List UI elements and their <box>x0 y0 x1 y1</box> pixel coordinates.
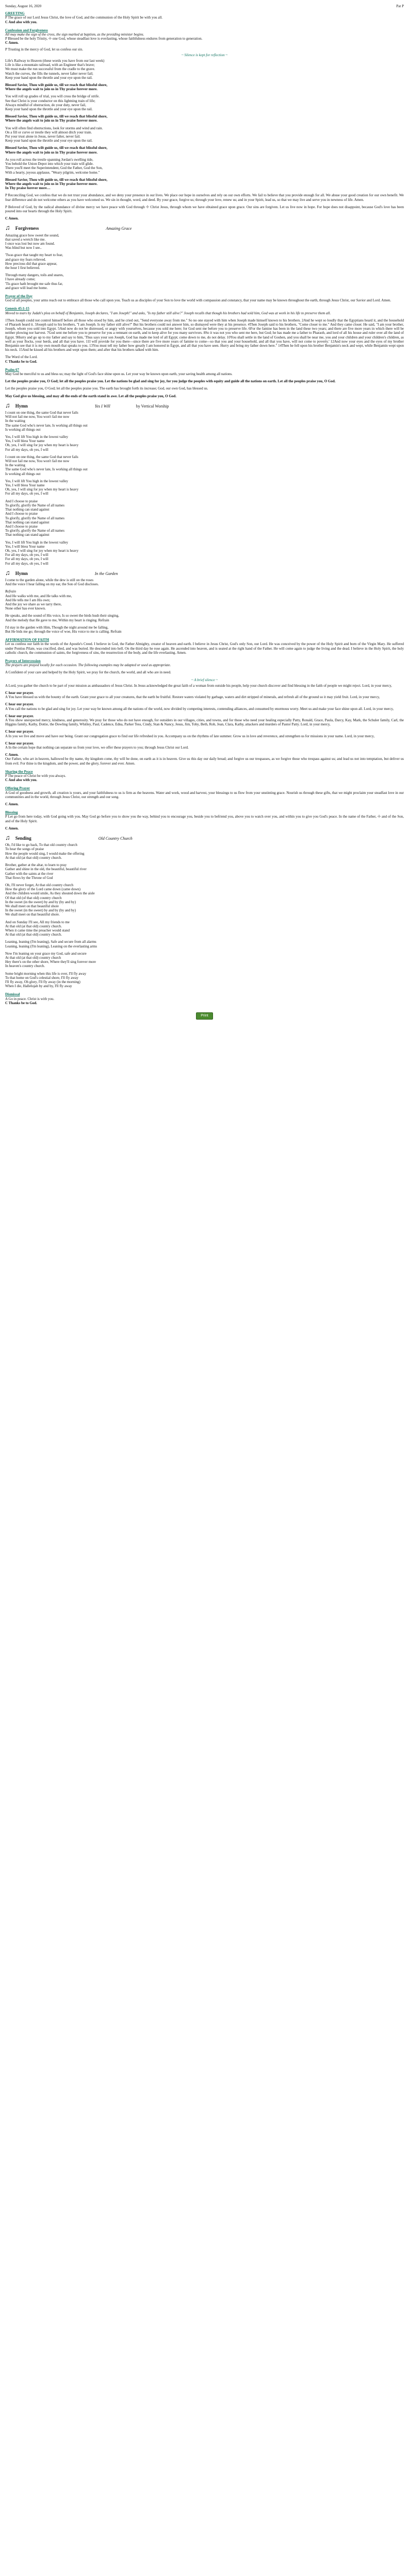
lyric-line: How the people would sing, I would make the offering <box>5 851 85 856</box>
stanza <box>5 253 404 270</box>
petition-response: C hear our prayer. <box>5 730 34 734</box>
music-note-icon: ♫ <box>5 568 10 577</box>
stanza <box>5 614 404 622</box>
confession-verse <box>5 126 404 143</box>
silence-note: ~ Silence is kept for reflection ~ <box>181 53 228 57</box>
lyric-line: For all my days, oh yes, I will <box>5 561 48 566</box>
verse-line: As you roll across the trestle spanning Jordan's swelling tide, <box>5 157 93 162</box>
blessing-text: P Let go from here today, with God going with you. May God go before you to show you the way, behind you to encourage you, beside you to befriend you, above you to watch over you, and within you to give you God's peace. In the name of the Father, ☩ and of the Son, and of the Holy Spirit. <box>5 815 404 823</box>
stanza <box>5 435 404 452</box>
lyric-line: Refrain <box>5 589 16 594</box>
psalm-verse: May God be merciful to us and bless us; may the light of God's face shine upon us. Let your way be known upon earth, your saving health among all nations. <box>5 372 233 377</box>
stanza <box>5 540 404 566</box>
lyric-line: Yes, I will bless Your name <box>5 439 45 444</box>
petition: A In you we live and move and have our being. Grant our congregation grace to find our life refreshed in you. Accompany us on the rhythms of late summer. Grow us in love and reverence, and strengthen us for missions in your name. Lord, in your mercy, <box>5 734 375 738</box>
verse-line: Keep your hand upon the throttle and your eye upon the rail. <box>5 75 93 80</box>
hymn-tune: Yes I Will <box>94 403 110 409</box>
stanza <box>5 273 404 290</box>
lyric-line: and grace my fears relieved. <box>5 257 46 262</box>
lyric-line: Yes, I will lift You high in the lowest valley <box>5 540 68 545</box>
dismissal-line: A Go in peace. Christ is with you. <box>5 996 55 1001</box>
stanza <box>5 940 404 948</box>
blessing-response: C Amen. <box>5 826 19 831</box>
offering-heading: Offering Prayer <box>5 786 30 791</box>
verse-line: There you'll meet the Superintendent, God the Father, God the Son, <box>5 166 103 171</box>
hymn-stanzas <box>5 578 404 634</box>
confession-verse <box>5 158 404 175</box>
psalm-verse: May God give us blessing, and may all the ends of the earth stand in awe. Let all the peoples praise you, O God. <box>5 394 176 398</box>
dismissal-response: C Thanks be to God. <box>5 1001 37 1005</box>
lyric-line: And the melody that He gave to me, Within my heart is ringing. Refrain <box>5 618 109 622</box>
blessing-section <box>5 810 404 831</box>
lyric-line: I come to the garden alone, while the dew is still on the roses <box>5 578 94 582</box>
lyric-line: In heaven's country church. <box>5 964 45 969</box>
dismissal-heading: Dismissal <box>5 992 20 997</box>
petition-response: C Amen. <box>5 753 19 757</box>
lyric-line: I have already come; <box>5 277 36 282</box>
stanza <box>5 411 404 432</box>
petition-response: C hear our prayer. <box>5 691 34 695</box>
lyric-line: 'Twas grace that taught my heart to fear, <box>5 253 63 258</box>
lyric-line: And I choose to praise <box>5 524 38 529</box>
page-header <box>5 4 404 8</box>
lyric-line: To glorify, glorify the Name of all names <box>5 529 64 533</box>
stanza <box>5 843 404 860</box>
leader-name: Pat P <box>396 4 404 8</box>
silence-note: ~ A brief silence ~ <box>191 677 218 682</box>
lyric-line: The same God who's never late, Is working all things out <box>5 467 88 472</box>
confession-verse <box>5 114 404 123</box>
lyric-line: And the children would smile, As they shouted down the aisle <box>5 891 95 896</box>
petition-response: C hear our prayer. <box>5 702 34 707</box>
lyric-line: At that old (at that old) country church. <box>5 924 62 928</box>
music-note-icon: ♫ <box>5 401 10 409</box>
stanza <box>5 233 404 250</box>
confession-heading: Confession and Forgiveness <box>5 28 48 32</box>
verse-line: With a hearty, joyous applause, "Weary pilgrim, welcome home." <box>5 170 100 175</box>
dismissal-section <box>5 992 404 1005</box>
petition-response: C hear our prayer. <box>5 714 34 718</box>
lyric-line: and grace will lead me home. <box>5 285 48 290</box>
stanza <box>5 883 404 917</box>
hymn-tune: Old Country Church <box>98 836 133 841</box>
lyric-line: Through many dangers, toils and snares, <box>5 273 64 278</box>
first-reading-section <box>5 307 404 363</box>
verse-line: Where the angels wait to join us in Thy praise forever more. <box>5 87 98 92</box>
lyric-line: And the joy we share as we tarry there, <box>5 602 62 606</box>
reading-end: The Word of the Lord. <box>5 355 38 360</box>
lyric-line: To that home on God's celestial shore, I'll fly away <box>5 975 78 980</box>
verse-line: Where the angels wait to join us in Thy praise forever more. <box>5 118 98 123</box>
verse-line: Blessed Savior, Thou wilt guide us, till we reach that blissful shore, <box>5 83 108 88</box>
hymn-title <box>5 226 404 231</box>
lyric-line: For all my days, oh yes, I will <box>5 557 48 562</box>
lyric-line: Of that old (of that old) country church <box>5 895 62 900</box>
verse-line: Blessed Savior, Thou wilt guide us, till we reach that blissful shore, <box>5 177 108 182</box>
verse-line: Where the angels wait to join us in Thy praise forever more. <box>5 181 98 186</box>
lyric-line: That nothing can stand against <box>5 520 50 524</box>
verse-line: Keep your hand upon the throttle and your eye upon the rail. <box>5 139 93 143</box>
verse-line: You will often find obstructions, look for storms and wind and rain. <box>5 126 103 130</box>
affirmation-heading: AFFIRMATION OF FAITH <box>5 638 50 642</box>
greeting-heading: GREETING <box>5 11 25 16</box>
lyric-line: Will not fail me now, You won't fail me now <box>5 415 70 419</box>
petition: A You have blessed us with the bounty of the earth. Grant your grace to all your creatures, that the earth be fruitful. Restore waters violated by garbage, waters and dirt stripped of minerals, and refresh all of the ground so it may yield fruit. Lord, in your mercy, <box>5 695 380 700</box>
verse-line: We must make the run successful from the cradle to the grave. <box>5 67 95 72</box>
print-button[interactable]: Print <box>196 1012 212 1020</box>
lyric-line: Yes, I will bless Your name <box>5 544 45 549</box>
lyric-line: Gather and shine in the old, the beautiful, beautiful river <box>5 867 87 872</box>
lyric-line: And I choose to praise <box>5 512 38 516</box>
verse-line: Keep your hand upon the throttle and your eye upon the rail. <box>5 107 93 112</box>
stanza <box>5 863 404 880</box>
petitions <box>5 684 404 757</box>
lyric-line: For all my days, oh yes, I will <box>5 492 48 496</box>
lyric-line: Brother, gather at the altar, to learn to pray <box>5 863 67 868</box>
service-date: Sunday, August 16, 2020 <box>5 4 42 8</box>
confession-line: P Trusting in the mercy of God, let us confess our sin. <box>5 47 83 52</box>
intercession-opening: A Confident of your care and helped by the Holy Spirit, we pray for the church, the world, and all who are in need. <box>5 670 171 675</box>
lyric-line: the hour I first believed. <box>5 265 40 270</box>
verse-line: Blessed Savior, Thou wilt guide us, till we reach that blissful shore, <box>5 146 108 150</box>
hymn-name: Sending <box>15 836 31 841</box>
intercession-intro: The prayers are prayed locally for each occasion. The following examples may be adapted or used as appropriate. <box>5 663 171 668</box>
lyric-line: In the sweet (in the sweet) by and by (by and by) <box>5 900 76 904</box>
peace-section <box>5 770 404 783</box>
lyric-line: Yes, I will lift You high in the lowest valley <box>5 479 68 483</box>
lyric-line: When I die, Hallelujah by and by, I'll fly away <box>5 984 72 989</box>
prayer-of-day-text: God of all peoples, your arms reach out to embrace all those who call upon you. Teach us as disciples of your Son to love the world with compassion and constancy, that your name may be known throughout the earth, through Jesus Christ, our Savior and Lord. Amen. <box>5 298 391 303</box>
confession-verse <box>5 59 404 80</box>
reading-text: 1Then Joseph could not control himself before all those who stood by him, and he cried out, "Send everyone away from me." So no one stayed with him when Joseph made himself known to his brothers. 2And he wept so loudly that the Egyptians heard it, and the household of Pharaoh heard it. 3Joseph said to his brothers, "I am Joseph. Is my father still alive?" But his brothers could not answer him, so dismayed were they at his presence. 4Then Joseph said to his brothers, "Come closer to me." And they came closer. He said, "I am your brother, Joseph, whom you sold into Egypt. 5And now do not be distressed, or angry with yourselves, because you sold me here; for God sent me before you to preserve life. 6For the famine has been in the land these two years; and there are five more years in which there will be neither plowing nor harvest. 7God sent me before you to preserve for you a remnant on earth, and to keep alive for you many survivors. 8So it was not you who sent me here, but God; he has made me a father to Pharaoh, and lord of all his house and ruler over all the land of Egypt. 9Hurry and go up to my father and say to him, 'Thus says your son Joseph, God has made me lord of all Egypt; come down to me, do not delay. 10You shall settle in the land of Goshen, and you shall be near me, you and your children and your children's children, as well as your flocks, your herds, and all that you have. 11I will provide for you there—since there are five more years of famine to come—so that you and your household, and all that you have, will not come to poverty.' 12And now your eyes and the eyes of my brother Benjamin see that it is my own mouth that speaks to you. 13You must tell my father how greatly I am honored in Egypt, and all that you have seen. Hurry and bring my father down here." 14Then he fell upon his brother Benjamin's neck and wept, while Benjamin wept upon his neck. 15And he kissed all his brothers and wept upon them; and after that his brothers talked with him. <box>5 318 404 352</box>
intercession-section <box>5 659 404 766</box>
hymn-tune: In the Garden <box>94 571 118 576</box>
lyric-line: To glorify, glorify the Name of all names <box>5 503 64 507</box>
lyric-line: Oh, I'll never forget, At that old country church <box>5 883 74 887</box>
petition: A Lord, you gather the church to be part of your mission as ambassadors of Jesus Christ. In Jesus acknowledged the great faith of a woman from outside his people, help your church discover and find blessing in the faith of people we might reject. Lord, in your mercy, <box>5 683 392 688</box>
lyric-line: I'll fly away, Oh glory, I'll fly away (in the morning) <box>5 979 80 984</box>
greeting-line: P The grace of our Lord Jesus Christ, the love of God, and the communion of the Holy Spirit be with you all. <box>5 15 163 20</box>
intercession-heading: Prayers of Intercession <box>5 658 41 663</box>
offering-section <box>5 786 404 806</box>
verse-line: Watch the curves, the fills the tunnels, never falter never fail; <box>5 71 93 76</box>
lyric-line: Oh, yes, I will sing for joy when my heart is heavy <box>5 487 79 492</box>
confession-response: C Amen. <box>5 41 19 45</box>
verse-line: Life's Railway to Heaven (these words you have from our last week) <box>5 59 105 63</box>
hymn-author: by Vertical Worship <box>136 403 169 409</box>
music-note-icon: ♫ <box>5 834 10 842</box>
lyric-line: For all my days, oh yes, I will <box>5 447 48 452</box>
lyric-line: 'Tis grace hath brought me safe thus far, <box>5 281 63 286</box>
lyric-line: I count on one thing, the same God that never fails <box>5 411 78 415</box>
lyric-line: Oh, yes, I will sing for joy when my heart is heavy <box>5 548 79 553</box>
affirmation-section <box>5 638 404 655</box>
lyric-line: And I choose to praise <box>5 499 38 503</box>
verse-line: Where the angels wait to join us in Thy praise forever more. <box>5 150 98 155</box>
stanza <box>5 479 404 496</box>
offering-response: C Amen. <box>5 802 19 807</box>
lyric-line: In the waiting <box>5 463 25 468</box>
lyric-line: Yes, I will bless Your name <box>5 483 45 488</box>
prayer-of-day-section <box>5 294 404 302</box>
lyric-line: At that old (at that old) country church <box>5 955 61 960</box>
lyric-line: That nothing can stand against <box>5 507 50 512</box>
offering-text: A God of goodness and growth, all creation is yours, and your faithfulness to us is firm as the heavens. Water and work, wood and harvest, your blessings to us flow from your unstinting grace. Nourish us through these gifts, that we might proclaim your steadfast love in our communities and in the world, through Jesus Christ, our strength and our song. <box>5 790 404 799</box>
petition: A You show unexpected mercy, kindness, and generosity. We pray for those who do not have enough, for outsiders in our villages, cities, and towns, and for those who need your healing especially Patty, Ronald, Grace, Paula, Darcy, Kay, Mark, the Schuler family, Carl, the Higgins family, Kathy, Dottie, the Dowling family, Whitley, Paul, Cadence, Edna, Parker Tess, Cindy, Stan & Nancy, Jesus, Jim, Toby, Beth, Rob, Jean, Clara, Kathy, attackers and murders of Pastor Patty. Lord, in your mercy, <box>5 718 404 727</box>
affirmation-text: Let us confess our faith in the words of the Apostle's Creed. I believe in God, the Father Almighty, creator of heaven and earth. I believe in Jesus Christ, God's only Son, our Lord. He was conceived by the power of the Holy Spirit and born of the Virgin Mary. He suffered under Pontius Pilate, was crucified, died, and was buried. He descended into hell. On the third day he rose again. He ascended into heaven, and is seated at the right hand of the Father. He will come again to judge the living and the dead. I believe in the Holy Spirit, the holy catholic church, the communion of saints, the forgiveness of sins, the resurrection of the body, and the life everlasting. Amen. <box>5 642 404 655</box>
lyric-line: Some bright morning when this life is over, I'll fly away <box>5 971 87 976</box>
lyric-line: None other has ever known. <box>5 606 46 611</box>
peace-line: P The peace of Christ be with you always. <box>5 774 67 778</box>
hymn-stanzas <box>5 233 404 290</box>
lyric-line: That nothing can stand against <box>5 533 50 537</box>
reading-intro: Moved to tears by Judah's plea on behalf of Benjamin, Joseph declares, "I am Joseph!" and asks, "Is my father still alive?" Joseph recalls that though his brothers had sold him, God was at work in his life to preserve them all. <box>5 311 331 315</box>
verse-line: You will roll up grades of trial, you will cross the bridge of strife. <box>5 94 100 99</box>
lyric-line: Oh, I'd like to go back, To that old country church <box>5 843 77 848</box>
verse-line: Life is like a mountain railroad, with an Engineer that's brave; <box>5 63 95 67</box>
lyric-line: Leaning, leaning (I'm leaning), Safe and secure from all alarms <box>5 940 96 944</box>
hymn-tune: Amazing Grace <box>106 226 132 231</box>
lyric-line: For all my days, oh yes, I will <box>5 553 48 557</box>
lyric-line: To hear the songs of praise <box>5 847 44 852</box>
lyric-line: Hey there's on the other shore, Where they'll sing forever more <box>5 960 96 964</box>
lyric-line: Will not fail me now, You won't fail me now <box>5 459 70 464</box>
lyric-line: Now I'm leaning on your grace my God, safe and secure <box>5 951 87 956</box>
lyric-line: We shall meet on that beautiful shore. <box>5 912 60 917</box>
lyric-line: When it came time the preacher would stand <box>5 928 70 933</box>
hymn-stanzas <box>5 411 404 566</box>
lyric-line: that saved a wretch like me. <box>5 237 46 242</box>
lyric-line: Was blind but now I see.. <box>5 246 42 250</box>
psalm-verse: Let the peoples praise you, O God; let all the peoples praise you. Let the nations be glad and sing for joy, for you judge the peoples with equity and guide all the nations on earth. Let all the peoples praise you, O God. <box>5 379 336 384</box>
absolution: P Beloved of God, by the radical abundance of divine mercy we have peace with God through ☩ Christ Jesus, through whom we have obtained grace upon grace. Our sins are forgiven. Let us live now in hope. For hope does not disappoint, because God's love has been poured into our hearts through the Holy Spirit. <box>5 205 404 213</box>
hymn-title <box>5 836 404 841</box>
music-note-icon: ♫ <box>5 224 10 232</box>
greeting-section <box>5 11 404 24</box>
greeting-response: C And also with you. <box>5 20 38 24</box>
lyric-line: The same God who's never late, Is working all things out <box>5 423 88 428</box>
verse-line: You behold the Union Depot into which your train will glide. <box>5 162 94 166</box>
lyric-line: He speaks, and the sound of His voice, Is so sweet the birds hush their singing, <box>5 614 119 618</box>
lyric-line: That flows by the Throne of God <box>5 875 53 880</box>
verse-line: Put your trust alone in Jesus, never falter, never fail. <box>5 134 80 139</box>
lyric-line: Is working all things out <box>5 471 41 476</box>
petition: A You call the nations to be glad and sing for joy. Let your way be known among all the nations of the world, now divided by competing interests, contending alliances, and consumed by enormous worry. Meet us and make your face shine upon all. Lord, in your mercy, <box>5 706 394 711</box>
petition: A In the certain hope that nothing can separate us from your love, we offer these prayers to you; through Jesus Christ our Lord. <box>5 745 189 750</box>
hymn-stanzas <box>5 843 404 988</box>
psalm-section <box>5 368 404 398</box>
stanza <box>5 625 404 634</box>
stanza <box>5 952 404 969</box>
lyric-line: Oh, yes, I will sing for joy when my heart is heavy <box>5 443 79 448</box>
psalm-verse: Let the peoples praise you, O God; let all the peoples praise you. The earth has brought forth its increase; God, our own God, has blessed us. <box>5 386 208 391</box>
lyric-line: In the sweet (in the sweet) by and by (by and by) <box>5 908 76 913</box>
lyric-line: At that old (at that old) country church. <box>5 933 62 937</box>
confession-intro: All may make the sign of the cross, the sign marked at baptism, as the presiding minister begins. <box>5 32 144 37</box>
stanza <box>5 455 404 476</box>
page-footer <box>5 1012 404 1020</box>
confession-verse <box>5 94 404 111</box>
verse-line: Blessed Savior, Thou wilt guide us, till we reach that blissful shore, <box>5 114 108 119</box>
lyric-line: We shall meet on that beautiful shore <box>5 904 59 908</box>
lyric-line: Is working all things out <box>5 427 41 432</box>
verse-line: On a fill or curve or trestle they will almost ditch your train. <box>5 130 92 134</box>
psalm-heading: Psalm 67 <box>5 367 20 372</box>
stanza <box>5 578 404 586</box>
reading-heading: Genesis 45:1-15 <box>5 307 29 311</box>
verse-line: See that Christ is your conductor on this lightning train of life; <box>5 98 95 103</box>
prayer-of-day-heading: Prayer of the Day <box>5 294 32 298</box>
blessing-heading: Blessing <box>5 810 18 815</box>
lyric-line: In the waiting <box>5 419 25 423</box>
lyric-line: But He bids me go; through the voice of woe, His voice to me is calling. Refrain <box>5 629 122 634</box>
stanza <box>5 499 404 537</box>
confession-verse <box>5 178 404 191</box>
absolution-response: C Amen. <box>5 216 19 221</box>
hymn-name: Forgiveness <box>15 226 39 231</box>
lyric-line: To glorify, glorify the Name of all names <box>5 516 64 520</box>
peace-response: C And also with you. <box>5 778 38 783</box>
confession-section <box>5 28 404 221</box>
confession-verse <box>5 146 404 154</box>
lyric-line: I once was lost but now am found. <box>5 241 55 246</box>
stanza <box>5 920 404 937</box>
hymn-name: Hymn <box>15 403 28 409</box>
lyric-line: And He tells me I am His own; <box>5 598 51 602</box>
confession-line: P Blessed be the holy Trinity, ☩ one God, whose steadfast love is everlasting, whose faithfulness endures from generation to generation. <box>5 37 203 41</box>
stanza <box>5 589 404 611</box>
lyric-line: And He walks with me, and He talks with me, <box>5 594 72 598</box>
lords-prayer: Our Father, who art in heaven, hallowed be thy name, thy kingdom come, thy will be done, on earth as it is in heaven. Give us this day our daily bread; and forgive us our trespasses, as we forgive those who trespass against us; and lead us not into temptation, but deliver us from evil. For thine is the kingdom, and the power, and the glory, forever and ever. Amen. <box>5 757 404 766</box>
lyric-line: Amazing grace how sweet the sound, <box>5 233 59 238</box>
hymn-name: Hymn <box>15 570 28 576</box>
lyric-line: Leaning, leaning (I'm leaning), Leaning on the everlasting arms <box>5 944 97 948</box>
hymn-title <box>5 568 404 577</box>
reading-response: C Thanks be to God. <box>5 359 37 364</box>
lyric-line: Yes, I will lift You high in the lowest valley <box>5 435 68 439</box>
verse-line: Always mindful of obstruction, do your duty, never fail, <box>5 103 86 107</box>
confession-verses <box>5 59 404 190</box>
petition-response: C hear our prayer. <box>5 741 34 745</box>
confession-prayer: P Reconciling God, we confess that we do not trust your abundance, and we deny your presence in our lives. We place our hope in ourselves and rely on our own efforts. We fail to believe that you provide enough for all. We abuse your good creation for our own benefit. We fear difference and do not welcome others as you have welcomed us. We sin in thought, word, and deed. By your grace, forgive us; through your love, renew us; and in your Spirit, lead us, so that we may live and serve you in newness of life. Amen. <box>5 193 404 202</box>
lyric-line: Gather with the saints at the river <box>5 871 54 876</box>
lyric-line: How precious did that grace appear, <box>5 261 57 266</box>
verse-line: In Thy praise forever more… <box>5 186 51 191</box>
lyric-line: I count on one thing, the same God that never fails <box>5 454 78 459</box>
lyric-line: And the voice I hear falling on my ear, the Son of God discloses. <box>5 582 99 587</box>
peace-heading: Sharing the Peace <box>5 769 33 774</box>
confession-verse <box>5 83 404 91</box>
lyric-line: And on Sunday I'll see, All my friends to me <box>5 920 70 924</box>
lyric-line: At that old (at that old) country church. <box>5 855 62 860</box>
stanza <box>5 972 404 989</box>
hymn-title <box>5 403 404 409</box>
lyric-line: I'd stay in the garden with Him, Though the night around me be falling, <box>5 625 109 630</box>
lyric-line: How the glory of the Lord came down (came down) <box>5 887 80 892</box>
